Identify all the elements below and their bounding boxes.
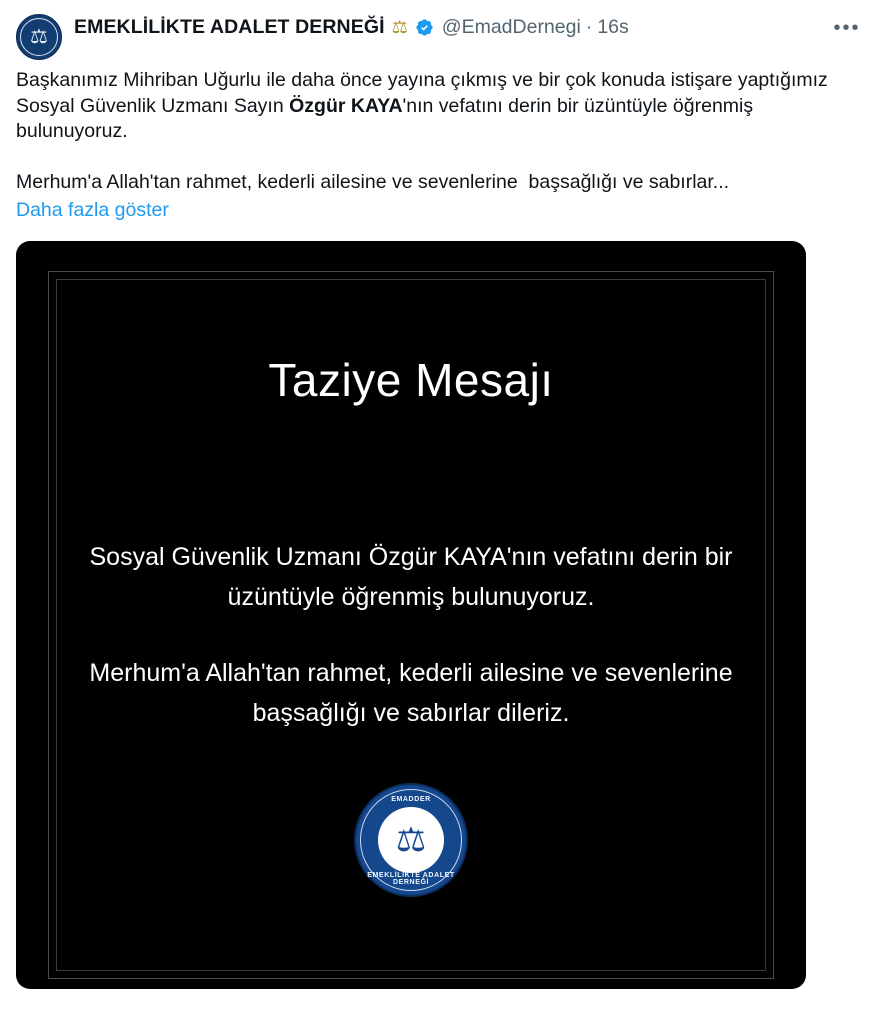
more-options-icon[interactable]: ••• (833, 17, 861, 39)
logo-arc-bottom-text: EMEKLİLİKTE ADALET DERNEĞİ (367, 872, 455, 886)
media-card-paragraph-2: Merhum'a Allah'tan rahmet, kederli ailesine ve sevenlerine başsağlığı ve sabırlar dileriz. (89, 659, 733, 727)
media-card-paragraph-1: Sosyal Güvenlik Uzmanı Özgür KAYA'nın vefatını derin bir üzüntüyle öğrenmiş bulunuyoruz. (89, 543, 733, 611)
tweet-text-part3: Merhum'a Allah'tan rahmet, kederli ailesine ve sevenlerine başsağlığı ve sabırlar... (16, 171, 730, 193)
logo-arc-top-text: EMADDER (391, 796, 431, 803)
separator: · (585, 15, 593, 38)
tweet-header-body (62, 14, 864, 40)
tweet-header (16, 14, 864, 60)
tweet-text-bold: Özgür KAYA (289, 94, 403, 117)
scales-icon: ⚖ (30, 26, 48, 48)
user-handle[interactable]: @EmadDernegi (441, 15, 581, 38)
verified-badge-icon (415, 18, 434, 37)
media-card-title: Taziye Mesajı (268, 354, 554, 406)
avatar[interactable] (16, 14, 62, 60)
logo-scales-icon: ⚖ (395, 821, 427, 859)
tweet-text-part1: Başkanımız Mihriban Uğurlu ile daha önce yayına çıkmış ve bir çok konuda istişare yaptığımız Sosyal Güvenlik Uzmanı Sayın (16, 69, 834, 117)
tweet-text (16, 68, 864, 196)
scales-emoji-icon: ⚖ (391, 16, 408, 37)
display-name[interactable]: EMEKLİLİKTE ADALET DERNEĞİ (74, 15, 385, 38)
show-more-link[interactable]: Daha fazla göster (16, 198, 169, 221)
timestamp[interactable]: 16s (597, 15, 629, 38)
emadder-logo-icon (356, 785, 466, 895)
tweet-media-image[interactable] (16, 241, 806, 989)
author-row (74, 14, 864, 40)
tweet-text-part2: 'nın vefatını derin bir üzüntüyle öğrenmiş bulunuyoruz. (16, 94, 759, 142)
media-card-content (16, 241, 806, 989)
